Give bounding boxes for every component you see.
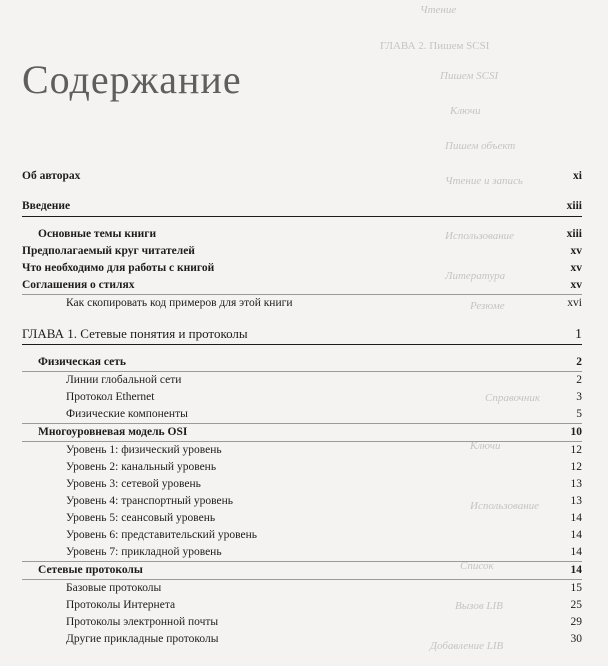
toc-entry-page: 15 [570, 582, 582, 594]
toc-entry-label: Протоколы Интернета [66, 599, 176, 611]
toc-entry-page: 25 [570, 599, 582, 611]
toc-entry-page: 10 [570, 426, 582, 438]
toc-entry-label: Как скопировать код примеров для этой книги [66, 297, 293, 309]
toc-entry-page: 14 [570, 529, 582, 541]
toc-entry[interactable] [22, 243, 582, 260]
toc-entry-label: Уровень 4: транспортный уровень [66, 495, 234, 507]
toc-entry-label: Линии глобальной сети [66, 374, 182, 386]
toc-entry-label: Уровень 1: физический уровень [66, 444, 222, 456]
toc-subentry[interactable] [22, 389, 582, 406]
toc-entry-label: Что необходимо для работы с книгой [22, 262, 215, 274]
toc-entry-page: 3 [576, 391, 582, 403]
toc-entry-page: xiii [566, 200, 582, 212]
toc-entry-page: 1 [575, 327, 582, 342]
toc-entry-page: xi [573, 170, 582, 182]
table-of-contents [22, 160, 582, 648]
toc-entry-page: 12 [570, 461, 582, 473]
toc-subentry[interactable] [22, 580, 582, 597]
toc-subentry[interactable] [22, 295, 582, 312]
toc-entry-page: 29 [570, 616, 582, 628]
toc-entry-page: 2 [576, 356, 582, 368]
toc-entry-label: Протокол Ethernet [66, 391, 155, 403]
toc-entry-label: Уровень 3: сетевой уровень [66, 478, 201, 490]
toc-entry-label: Сетевые протоколы [38, 564, 143, 576]
toc-entry[interactable] [22, 277, 582, 295]
toc-entry-label: Предполагаемый круг читателей [22, 245, 195, 257]
toc-entry-label: Протоколы электронной почты [66, 616, 219, 628]
toc-entry-label: Соглашения о стилях [22, 279, 135, 291]
toc-entry-label: Введение [22, 200, 71, 212]
toc-entry-page: 13 [570, 478, 582, 490]
toc-chapter-1[interactable] [22, 324, 582, 345]
toc-subentry[interactable] [22, 406, 582, 424]
toc-entry-page: 14 [570, 564, 582, 576]
toc-subentry[interactable] [22, 527, 582, 544]
toc-entry-page: xiii [566, 228, 582, 240]
toc-entry-page: xv [570, 279, 582, 291]
toc-subentry[interactable] [22, 476, 582, 493]
toc-entry-page: xvi [567, 297, 582, 309]
toc-section[interactable] [22, 424, 582, 442]
toc-section[interactable] [22, 354, 582, 372]
toc-entry-page: 12 [570, 444, 582, 456]
toc-subentry[interactable] [22, 442, 582, 459]
toc-entry[interactable] [22, 260, 582, 277]
toc-subentry[interactable] [22, 459, 582, 476]
toc-entry-page: xv [570, 262, 582, 274]
toc-subentry[interactable] [22, 510, 582, 527]
toc-entry-label: Физическая сеть [38, 356, 126, 368]
toc-subentry[interactable] [22, 631, 582, 648]
toc-entry-page: 5 [576, 408, 582, 420]
toc-subentry[interactable] [22, 372, 582, 389]
toc-entry-label: Базовые протоколы [66, 582, 162, 594]
toc-subentry[interactable] [22, 597, 582, 614]
toc-entry-page: 14 [570, 546, 582, 558]
toc-subentry[interactable] [22, 614, 582, 631]
toc-section-intro[interactable] [22, 197, 582, 217]
toc-entry[interactable] [22, 226, 582, 243]
toc-entry-page: 2 [576, 374, 582, 386]
toc-entry-about[interactable] [22, 168, 582, 185]
toc-entry-label: Об авторах [22, 170, 81, 182]
toc-entry-page: 13 [570, 495, 582, 507]
toc-entry-page: 30 [570, 633, 582, 645]
toc-entry-label: Уровень 5: сеансовый уровень [66, 512, 216, 524]
toc-entry-label: Уровень 2: канальный уровень [66, 461, 217, 473]
toc-subentry[interactable] [22, 544, 582, 562]
toc-entry-label: Другие прикладные протоколы [66, 633, 219, 645]
toc-entry-label: Основные темы книги [38, 228, 157, 240]
page-title: Содержание [22, 57, 242, 102]
show-through-text: Чтение ГЛАВА 2. Пишем SCSI Пишем SCSI Ключи Пишем объект Чтение и запись Использование Литература Резюме Справочник Ключи Использование Список Вызов LIB Добавление LIB [380, 4, 541, 652]
toc-entry-label: ГЛАВА 1. Сетевые понятия и протоколы [22, 326, 248, 341]
toc-entry-page: xv [570, 245, 582, 257]
toc-section[interactable] [22, 562, 582, 580]
toc-entry-label: Физические компоненты [66, 408, 188, 420]
toc-entry-label: Уровень 6: представительский уровень [66, 529, 257, 541]
toc-entry-page: 14 [570, 512, 582, 524]
toc-entry-label: Многоуровневая модель OSI [38, 426, 188, 438]
toc-subentry[interactable] [22, 493, 582, 510]
toc-entry-label: Уровень 7: прикладной уровень [66, 546, 222, 558]
